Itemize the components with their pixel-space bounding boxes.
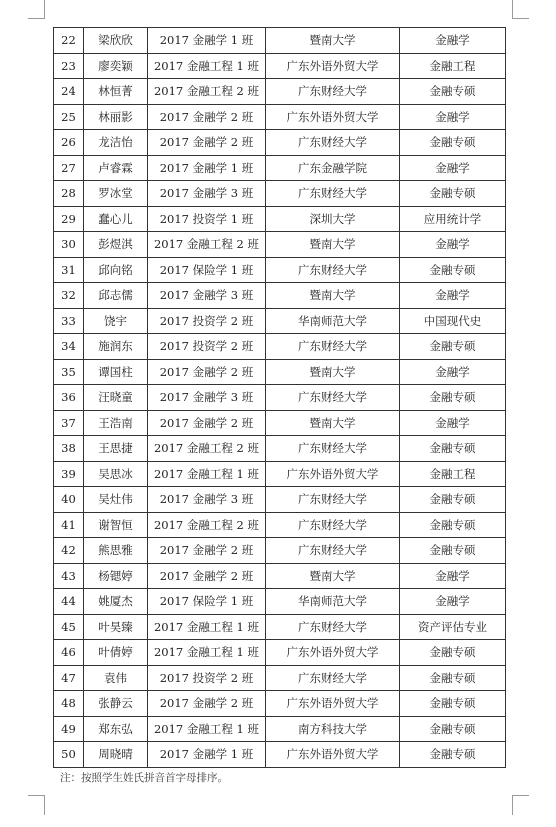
table-row	[54, 385, 506, 411]
table-row	[54, 665, 506, 691]
school-cell: 广东财经大学	[266, 385, 400, 411]
student-name-cell: 吴思冰	[84, 461, 148, 487]
table-row	[54, 640, 506, 666]
school-cell: 广东财经大学	[266, 487, 400, 513]
student-name-cell: 王思捷	[84, 436, 148, 462]
table-row	[54, 283, 506, 309]
student-name-cell: 吴灶伟	[84, 487, 148, 513]
school-cell: 广东财经大学	[266, 79, 400, 105]
student-name-cell: 彭煜淇	[84, 232, 148, 258]
student-admission-table	[53, 27, 506, 768]
class-cell: 2017 投资学 2 班	[148, 334, 266, 360]
major-cell: 金融专硕	[400, 665, 506, 691]
student-name-cell: 王浩南	[84, 410, 148, 436]
class-cell: 2017 金融工程 2 班	[148, 436, 266, 462]
major-cell: 金融专硕	[400, 436, 506, 462]
school-cell: 广东财经大学	[266, 436, 400, 462]
major-cell: 金融专硕	[400, 79, 506, 105]
student-name-cell: 卢睿霖	[84, 155, 148, 181]
crop-mark-top-left-v	[44, 0, 45, 18]
table-row	[54, 410, 506, 436]
table-row	[54, 104, 506, 130]
school-cell: 暨南大学	[266, 28, 400, 54]
major-cell: 金融学	[400, 232, 506, 258]
row-number-cell: 25	[54, 104, 84, 130]
row-number-cell: 42	[54, 538, 84, 564]
major-cell: 金融专硕	[400, 385, 506, 411]
class-cell: 2017 金融工程 2 班	[148, 79, 266, 105]
student-name-cell: 龙洁怡	[84, 130, 148, 156]
class-cell: 2017 金融学 2 班	[148, 563, 266, 589]
class-cell: 2017 投资学 2 班	[148, 665, 266, 691]
major-cell: 金融专硕	[400, 334, 506, 360]
crop-mark-top-right-v	[512, 0, 513, 18]
table-row	[54, 79, 506, 105]
school-cell: 广东外语外贸大学	[266, 691, 400, 717]
row-number-cell: 24	[54, 79, 84, 105]
school-cell: 广东财经大学	[266, 538, 400, 564]
class-cell: 2017 金融学 2 班	[148, 410, 266, 436]
student-name-cell: 周晓晴	[84, 742, 148, 768]
row-number-cell: 40	[54, 487, 84, 513]
table-row	[54, 563, 506, 589]
table-row	[54, 359, 506, 385]
school-cell: 广东财经大学	[266, 665, 400, 691]
student-name-cell: 叶昊臻	[84, 614, 148, 640]
school-cell: 广东财经大学	[266, 257, 400, 283]
row-number-cell: 44	[54, 589, 84, 615]
student-name-cell: 林丽影	[84, 104, 148, 130]
student-name-cell: 罗冰堂	[84, 181, 148, 207]
school-cell: 暨南大学	[266, 359, 400, 385]
crop-mark-bottom-right-h	[512, 795, 529, 796]
crop-mark-bottom-left-h	[28, 795, 45, 796]
row-number-cell: 39	[54, 461, 84, 487]
major-cell: 金融学	[400, 563, 506, 589]
class-cell: 2017 金融工程 2 班	[148, 512, 266, 538]
student-name-cell: 杨锶婷	[84, 563, 148, 589]
row-number-cell: 22	[54, 28, 84, 54]
class-cell: 2017 金融工程 2 班	[148, 232, 266, 258]
major-cell: 金融学	[400, 359, 506, 385]
table-row	[54, 538, 506, 564]
row-number-cell: 46	[54, 640, 84, 666]
student-name-cell: 熊思雅	[84, 538, 148, 564]
student-name-cell: 施润东	[84, 334, 148, 360]
school-cell: 广东财经大学	[266, 334, 400, 360]
school-cell: 深圳大学	[266, 206, 400, 232]
major-cell: 金融工程	[400, 461, 506, 487]
class-cell: 2017 保险学 1 班	[148, 589, 266, 615]
major-cell: 金融工程	[400, 53, 506, 79]
row-number-cell: 30	[54, 232, 84, 258]
major-cell: 金融专硕	[400, 742, 506, 768]
table-row	[54, 487, 506, 513]
school-cell: 广东外语外贸大学	[266, 640, 400, 666]
class-cell: 2017 金融工程 1 班	[148, 461, 266, 487]
student-name-cell: 饶宇	[84, 308, 148, 334]
school-cell: 广东金融学院	[266, 155, 400, 181]
school-cell: 广东外语外贸大学	[266, 104, 400, 130]
table-row	[54, 589, 506, 615]
major-cell: 金融学	[400, 155, 506, 181]
class-cell: 2017 金融学 2 班	[148, 359, 266, 385]
school-cell: 广东外语外贸大学	[266, 53, 400, 79]
major-cell: 金融专硕	[400, 487, 506, 513]
student-name-cell: 邱向铭	[84, 257, 148, 283]
class-cell: 2017 金融工程 1 班	[148, 614, 266, 640]
table-row	[54, 334, 506, 360]
student-name-cell: 汪晓童	[84, 385, 148, 411]
school-cell: 广东外语外贸大学	[266, 461, 400, 487]
table-row	[54, 53, 506, 79]
school-cell: 南方科技大学	[266, 716, 400, 742]
table-row	[54, 436, 506, 462]
table-row	[54, 691, 506, 717]
school-cell: 广东财经大学	[266, 614, 400, 640]
school-cell: 暨南大学	[266, 283, 400, 309]
major-cell: 金融专硕	[400, 257, 506, 283]
table-row	[54, 742, 506, 768]
table-body	[54, 28, 506, 768]
student-name-cell: 廖奕颖	[84, 53, 148, 79]
row-number-cell: 28	[54, 181, 84, 207]
school-cell: 暨南大学	[266, 563, 400, 589]
major-cell: 金融专硕	[400, 512, 506, 538]
row-number-cell: 48	[54, 691, 84, 717]
class-cell: 2017 金融学 2 班	[148, 130, 266, 156]
school-cell: 广东财经大学	[266, 130, 400, 156]
school-cell: 广东外语外贸大学	[266, 742, 400, 768]
class-cell: 2017 金融学 3 班	[148, 385, 266, 411]
student-name-cell: 袁伟	[84, 665, 148, 691]
row-number-cell: 47	[54, 665, 84, 691]
student-name-cell: 郑东弘	[84, 716, 148, 742]
row-number-cell: 33	[54, 308, 84, 334]
row-number-cell: 32	[54, 283, 84, 309]
crop-mark-bottom-right-v	[512, 795, 513, 815]
major-cell: 金融专硕	[400, 130, 506, 156]
major-cell: 金融专硕	[400, 716, 506, 742]
table-row	[54, 28, 506, 54]
table-row	[54, 155, 506, 181]
major-cell: 金融学	[400, 410, 506, 436]
row-number-cell: 43	[54, 563, 84, 589]
class-cell: 2017 金融工程 1 班	[148, 640, 266, 666]
school-cell: 华南师范大学	[266, 589, 400, 615]
class-cell: 2017 保险学 1 班	[148, 257, 266, 283]
student-name-cell: 张静云	[84, 691, 148, 717]
table-row	[54, 232, 506, 258]
row-number-cell: 49	[54, 716, 84, 742]
class-cell: 2017 金融工程 1 班	[148, 53, 266, 79]
major-cell: 金融学	[400, 104, 506, 130]
class-cell: 2017 金融学 2 班	[148, 691, 266, 717]
student-name-cell: 蠢心儿	[84, 206, 148, 232]
major-cell: 金融专硕	[400, 181, 506, 207]
class-cell: 2017 金融学 2 班	[148, 538, 266, 564]
student-name-cell: 姚厦杰	[84, 589, 148, 615]
major-cell: 中国现代史	[400, 308, 506, 334]
row-number-cell: 50	[54, 742, 84, 768]
row-number-cell: 23	[54, 53, 84, 79]
table-row	[54, 181, 506, 207]
school-cell: 暨南大学	[266, 410, 400, 436]
class-cell: 2017 投资学 2 班	[148, 308, 266, 334]
major-cell: 金融专硕	[400, 691, 506, 717]
major-cell: 金融专硕	[400, 640, 506, 666]
table-row	[54, 716, 506, 742]
row-number-cell: 37	[54, 410, 84, 436]
row-number-cell: 31	[54, 257, 84, 283]
major-cell: 应用统计学	[400, 206, 506, 232]
row-number-cell: 34	[54, 334, 84, 360]
student-name-cell: 谢智恒	[84, 512, 148, 538]
crop-mark-top-left-h	[28, 18, 45, 19]
major-cell: 金融学	[400, 589, 506, 615]
table-row	[54, 512, 506, 538]
student-name-cell: 谭国柱	[84, 359, 148, 385]
row-number-cell: 29	[54, 206, 84, 232]
row-number-cell: 38	[54, 436, 84, 462]
class-cell: 2017 金融学 3 班	[148, 487, 266, 513]
class-cell: 2017 金融学 3 班	[148, 283, 266, 309]
student-name-cell: 林恒菁	[84, 79, 148, 105]
student-name-cell: 邱志儒	[84, 283, 148, 309]
table-row	[54, 461, 506, 487]
major-cell: 金融学	[400, 28, 506, 54]
school-cell: 暨南大学	[266, 232, 400, 258]
school-cell: 广东财经大学	[266, 181, 400, 207]
table-row	[54, 308, 506, 334]
school-cell: 广东财经大学	[266, 512, 400, 538]
class-cell: 2017 金融学 3 班	[148, 181, 266, 207]
class-cell: 2017 金融学 1 班	[148, 742, 266, 768]
class-cell: 2017 金融工程 1 班	[148, 716, 266, 742]
major-cell: 资产评估专业	[400, 614, 506, 640]
row-number-cell: 36	[54, 385, 84, 411]
row-number-cell: 41	[54, 512, 84, 538]
major-cell: 金融专硕	[400, 538, 506, 564]
footnote: 注：按照学生姓氏拼音首字母排序。	[60, 772, 228, 784]
row-number-cell: 26	[54, 130, 84, 156]
table-row	[54, 257, 506, 283]
student-name-cell: 梁欣欣	[84, 28, 148, 54]
row-number-cell: 35	[54, 359, 84, 385]
crop-mark-top-right-h	[512, 18, 529, 19]
school-cell: 华南师范大学	[266, 308, 400, 334]
table-row	[54, 614, 506, 640]
class-cell: 2017 金融学 1 班	[148, 28, 266, 54]
class-cell: 2017 金融学 2 班	[148, 104, 266, 130]
row-number-cell: 27	[54, 155, 84, 181]
table-row	[54, 130, 506, 156]
crop-mark-bottom-left-v	[44, 795, 45, 815]
row-number-cell: 45	[54, 614, 84, 640]
major-cell: 金融学	[400, 283, 506, 309]
student-name-cell: 叶倩婷	[84, 640, 148, 666]
class-cell: 2017 投资学 1 班	[148, 206, 266, 232]
table-row	[54, 206, 506, 232]
class-cell: 2017 金融学 1 班	[148, 155, 266, 181]
